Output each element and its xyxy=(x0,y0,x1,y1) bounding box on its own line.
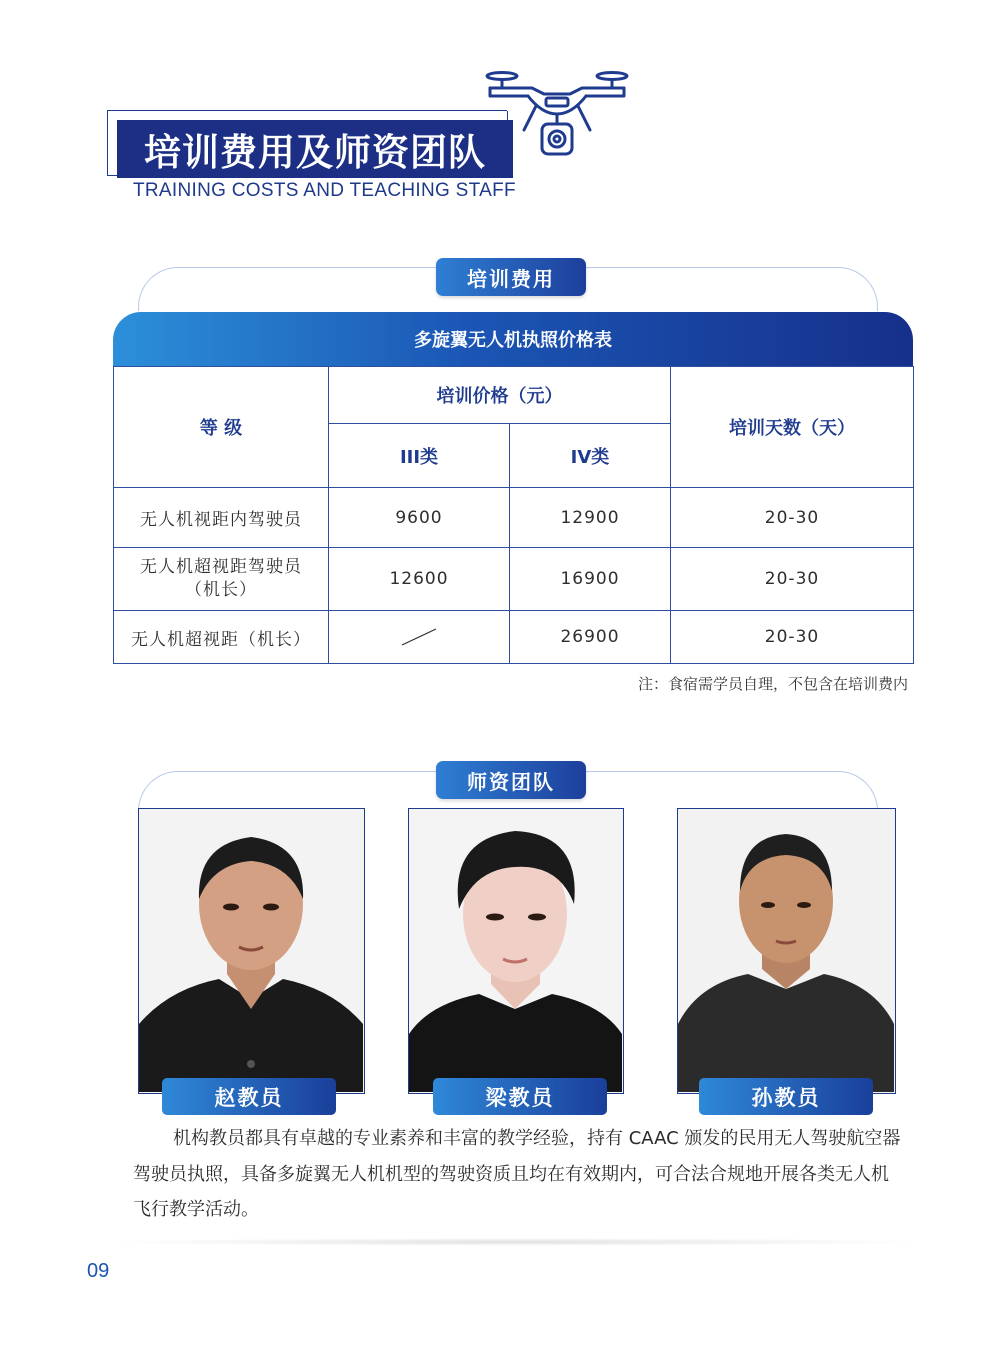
row-level: 无人机超视距（机长） xyxy=(114,611,329,664)
divider-shadow xyxy=(100,1238,930,1246)
instructor-photo xyxy=(138,808,365,1094)
table-row xyxy=(114,488,914,548)
instructor-photo xyxy=(677,808,896,1094)
row-level xyxy=(114,548,329,611)
header-class3: III类 xyxy=(329,424,510,488)
page-subtitle: TRAINING COSTS AND TEACHING STAFF xyxy=(133,180,516,201)
slash-mark xyxy=(399,626,439,648)
header-level: 等 级 xyxy=(114,367,329,488)
row-class3-price: 9600 xyxy=(329,488,510,548)
instructor-name-zhao: 赵教员 xyxy=(162,1078,336,1115)
instructor-photo xyxy=(408,808,624,1094)
instructor-name-liang: 梁教员 xyxy=(433,1078,607,1115)
fees-section-label: 培训费用 xyxy=(436,258,586,296)
row-level-line1: 无人机超视距驾驶员 xyxy=(140,557,302,577)
header-class4: IV类 xyxy=(510,424,671,488)
row-level: 无人机视距内驾驶员 xyxy=(114,488,329,548)
page-number: 09 xyxy=(87,1260,110,1282)
table-row xyxy=(114,611,914,664)
table-header-row xyxy=(114,367,914,424)
row-days: 20-30 xyxy=(671,548,914,611)
row-class4-price: 26900 xyxy=(510,611,671,664)
row-class3-not-applicable xyxy=(329,611,510,664)
drone-icon xyxy=(484,68,630,160)
staff-description: 机构教员都具有卓越的专业素养和丰富的教学经验，持有 CAAC 颁发的民用无人驾驶航空器驾驶员执照，具备多旋翼无人机机型的驾驶资质且均在有效期内，可合法合规地开展各类无人机飞行教学活动。 xyxy=(133,1128,901,1220)
row-level-line2: （机长） xyxy=(185,580,257,600)
header-days: 培训天数（天） xyxy=(671,367,914,488)
staff-section-label: 师资团队 xyxy=(436,761,586,799)
instructor-portrait xyxy=(678,809,894,1092)
page-title: 培训费用及师资团队 xyxy=(144,131,486,174)
price-table xyxy=(113,366,914,664)
row-class4-price: 16900 xyxy=(510,548,671,611)
row-class4-price: 12900 xyxy=(510,488,671,548)
table-row xyxy=(114,548,914,611)
header-price: 培训价格（元） xyxy=(329,367,671,424)
instructor-portrait xyxy=(409,809,622,1092)
price-table-title: 多旋翼无人机执照价格表 xyxy=(113,312,913,366)
instructor-name-sun: 孙教员 xyxy=(699,1078,873,1115)
row-class3-price: 12600 xyxy=(329,548,510,611)
row-days: 20-30 xyxy=(671,488,914,548)
fee-note: 注：食宿需学员自理，不包含在培训费内 xyxy=(637,675,908,693)
instructor-portrait xyxy=(139,809,363,1092)
row-days: 20-30 xyxy=(671,611,914,664)
